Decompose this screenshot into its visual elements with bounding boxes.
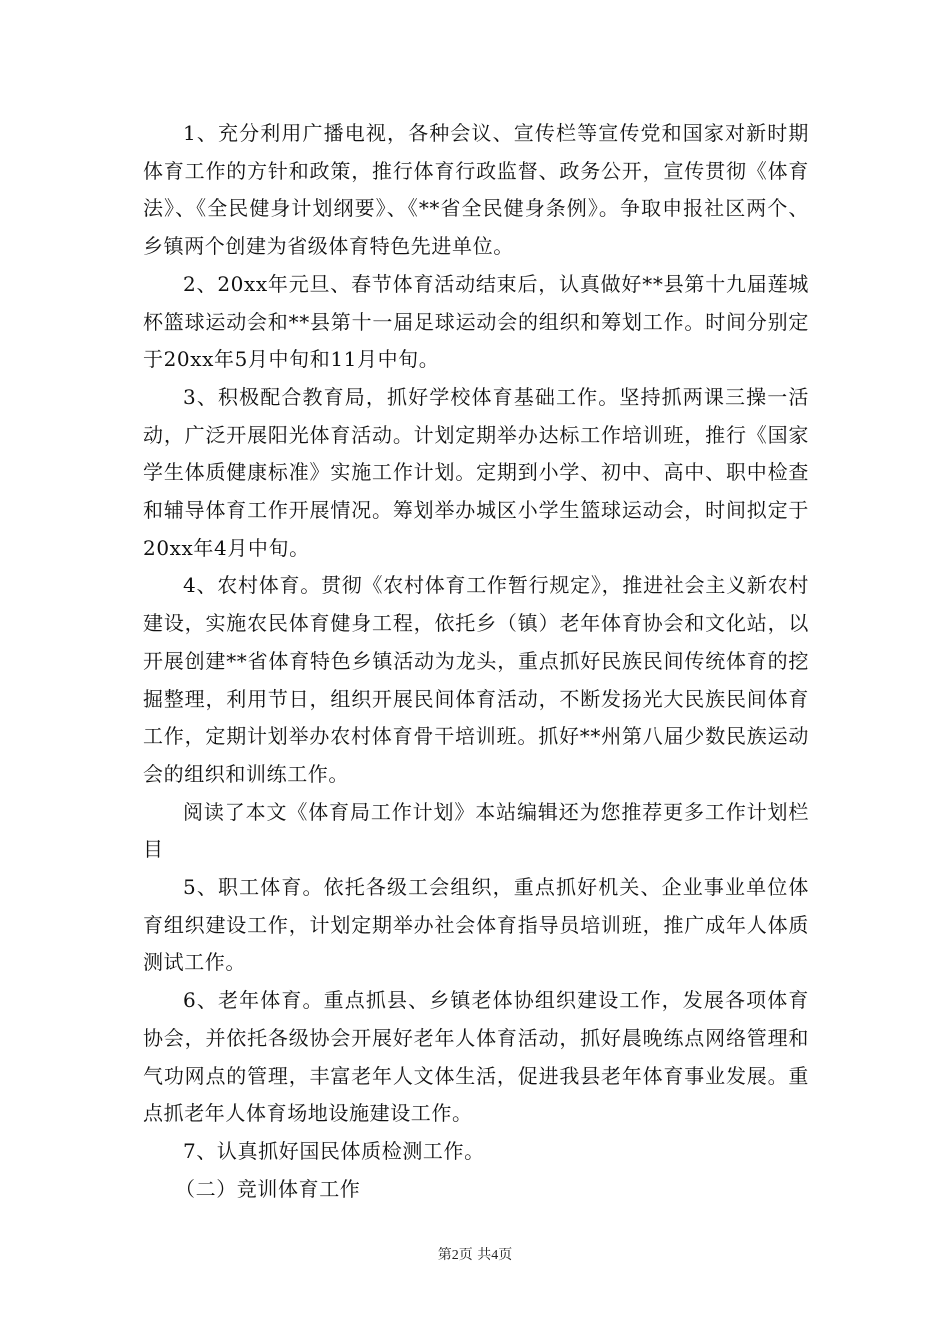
footer-suffix: 页 [498, 1247, 513, 1263]
footer-prefix: 第 [437, 1247, 452, 1263]
paragraph-item-2: 2、20xx年元旦、春节体育活动结束后，认真做好**县第十九届莲城杯篮球运动会和**县第十一届足球运动会的组织和筹划工作。时间分别定于20xx年5月中旬和11月中旬。 [143, 271, 809, 372]
recommendation-note: 阅读了本文《体育局工作计划》本站编辑还为您推荐更多工作计划栏目 [143, 799, 809, 862]
paragraph-item-7: 7、认真抓好国民体质检测工作。 [183, 1138, 485, 1163]
footer-middle: 页 共 [458, 1247, 492, 1263]
paragraph-item-1: 1、充分利用广播电视，各种会议、宣传栏等宣传党和国家对新时期体育工作的方针和政策，推行体育行政监督、政务公开，宣传贯彻《体育法》、《全民健身计划纲要》、《**省全民健身条例》。争取申报社区两个、乡镇两个创建为省级体育特色先进单位。 [143, 121, 809, 259]
paragraph-item-5: 5、职工体育。依托各级工会组织，重点抓好机关、企业事业单位体育组织建设工作，计划定期举办社会体育指导员培训班，推广成年人体质测试工作。 [143, 875, 809, 975]
paragraph-item-6: 6、老年体育。重点抓县、乡镇老体协组织建设工作，发展各项体育协会，并依托各级协会开展好老年人体育活动，抓好晨晚练点网络管理和气功网点的管理，丰富老年人文体生活，促进我县老年体育事业发展。重点抓老年人体育场地设施建设工作。 [143, 988, 809, 1126]
current-page-number: 2 [451, 1248, 459, 1263]
paragraph-item-4: 4、农村体育。贯彻《农村体育工作暂行规定》，推进社会主义新农村建设，实施农民体育健身工程，依托乡（镇）老年体育协会和文化站，以开展创建**省体育特色乡镇活动为龙头，重点抓好民族民间传统体育的挖掘整理，利用节日，组织开展民间体育活动，不断发扬光大民族民间体育工作，定期计划举办农村体育骨干培训班。抓好**州第八届少数民族运动会的组织和训练工作。 [143, 573, 809, 786]
total-pages-number: 4 [491, 1248, 499, 1263]
section-heading: （二）竞训体育工作 [175, 1176, 361, 1201]
page-footer [0, 1246, 950, 1265]
paragraph-item-3: 3、积极配合教育局，抓好学校体育基础工作。坚持抓两课三操一活动，广泛开展阳光体育活动。计划定期举办达标工作培训班，推行《国家学生体质健康标准》实施工作计划。定期到小学、初中、高中、职中检查和辅导体育工作开展情况。筹划举办城区小学生篮球运动会，时间拟定于20xx年4月中旬。 [143, 384, 809, 560]
document-body [143, 115, 809, 1208]
